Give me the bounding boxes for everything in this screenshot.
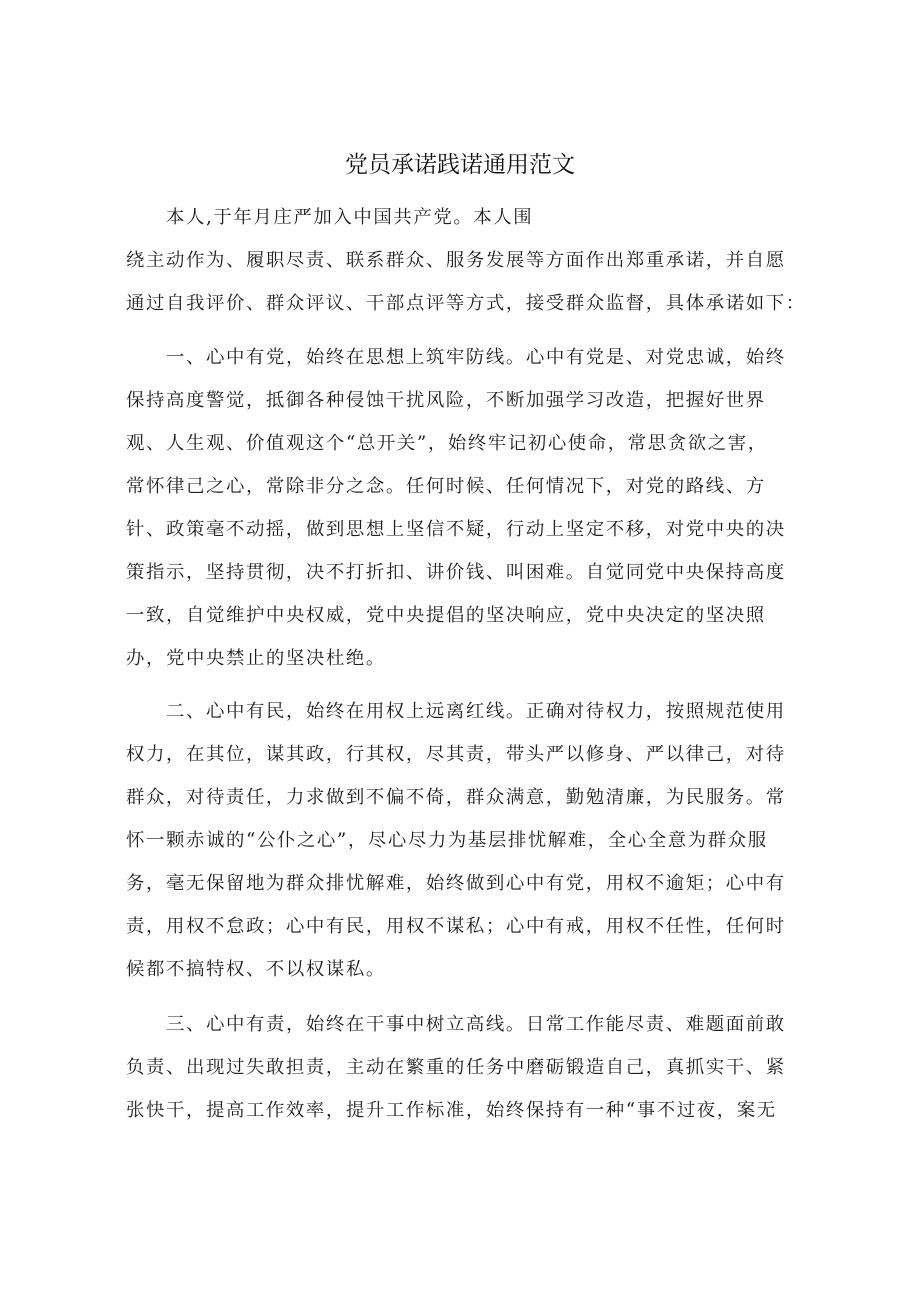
paragraph-line: 办，党中央禁止的坚决杜绝。 [126,648,386,669]
document-title: 党员承诺践诺通用范文 [345,152,575,178]
paragraph-line: 绕主动作为、履职尽责、联系群众、服务发展等方面作出郑重承诺，并自愿 [126,250,786,271]
paragraph-line: 二、心中有民，始终在用权上远离红线。正确对待权力，按照规范使用 [166,701,786,722]
paragraph-line: 一致，自觉维护中央权威，党中央提倡的坚决响应，党中央决定的坚决照 [126,605,766,626]
paragraph-line: 群众，对待责任，力求做到不偏不倚，群众满意，勤勉清廉，为民服务。常 [126,787,786,808]
paragraph-line: 责，用权不怠政；心中有民，用权不谋私；心中有戒，用权不任性，任何时 [126,916,786,937]
paragraph-line: 权力，在其位，谋其政，行其权，尽其责，带头严以修身、严以律己，对待 [126,744,786,765]
paragraph-line: 负责、出现过失敢担责，主动在繁重的任务中磨砺锻造自己，真抓实干、紧 [126,1057,786,1078]
paragraph-line: 怀一颗赤诚的“公仆之心”，尽心尽力为基层排忧解难，全心全意为群众服 [126,830,768,851]
paragraph-line: 务，毫无保留地为群众排忧解难，始终做到心中有党，用权不逾矩；心中有 [126,873,786,894]
paragraph-line: 常怀律己之心，常除非分之念。任何时候、任何情况下，对党的路线、方 [126,476,766,497]
paragraph-line: 候都不搞特权、不以权谋私。 [126,959,386,980]
paragraph-line: 一、心中有党，始终在思想上筑牢防线。心中有党是、对党忠诚，始终 [166,347,786,368]
paragraph-line: 观、人生观、价值观这个“总开关”，始终牢记初心使命，常思贪欲之害， [126,433,768,454]
paragraph-line: 张快干，提高工作效率，提升工作标准，始终保持有一种“事不过夜，案无 [126,1100,777,1121]
paragraph-line: 保持高度警觉，抵御各种侵蚀干扰风险，不断加强学习改造，把握好世界 [126,390,766,411]
paragraph-line: 三、心中有责，始终在干事中树立高线。日常工作能尽责、难题面前敢 [166,1014,786,1035]
paragraph-line: 通过自我评价、群众评议、干部点评等方式，接受群众监督，具体承诺如下： [126,293,806,314]
paragraph-line: 针、政策毫不动摇，做到思想上坚信不疑，行动上坚定不移，对党中央的决 [126,519,786,540]
paragraph-line: 本人,于年月庄严加入中国共产党。本人围 [166,207,534,228]
paragraph-line: 策指示，坚持贯彻，决不打折扣、讲价钱、叫困难。自觉同党中央保持高度 [126,562,786,583]
